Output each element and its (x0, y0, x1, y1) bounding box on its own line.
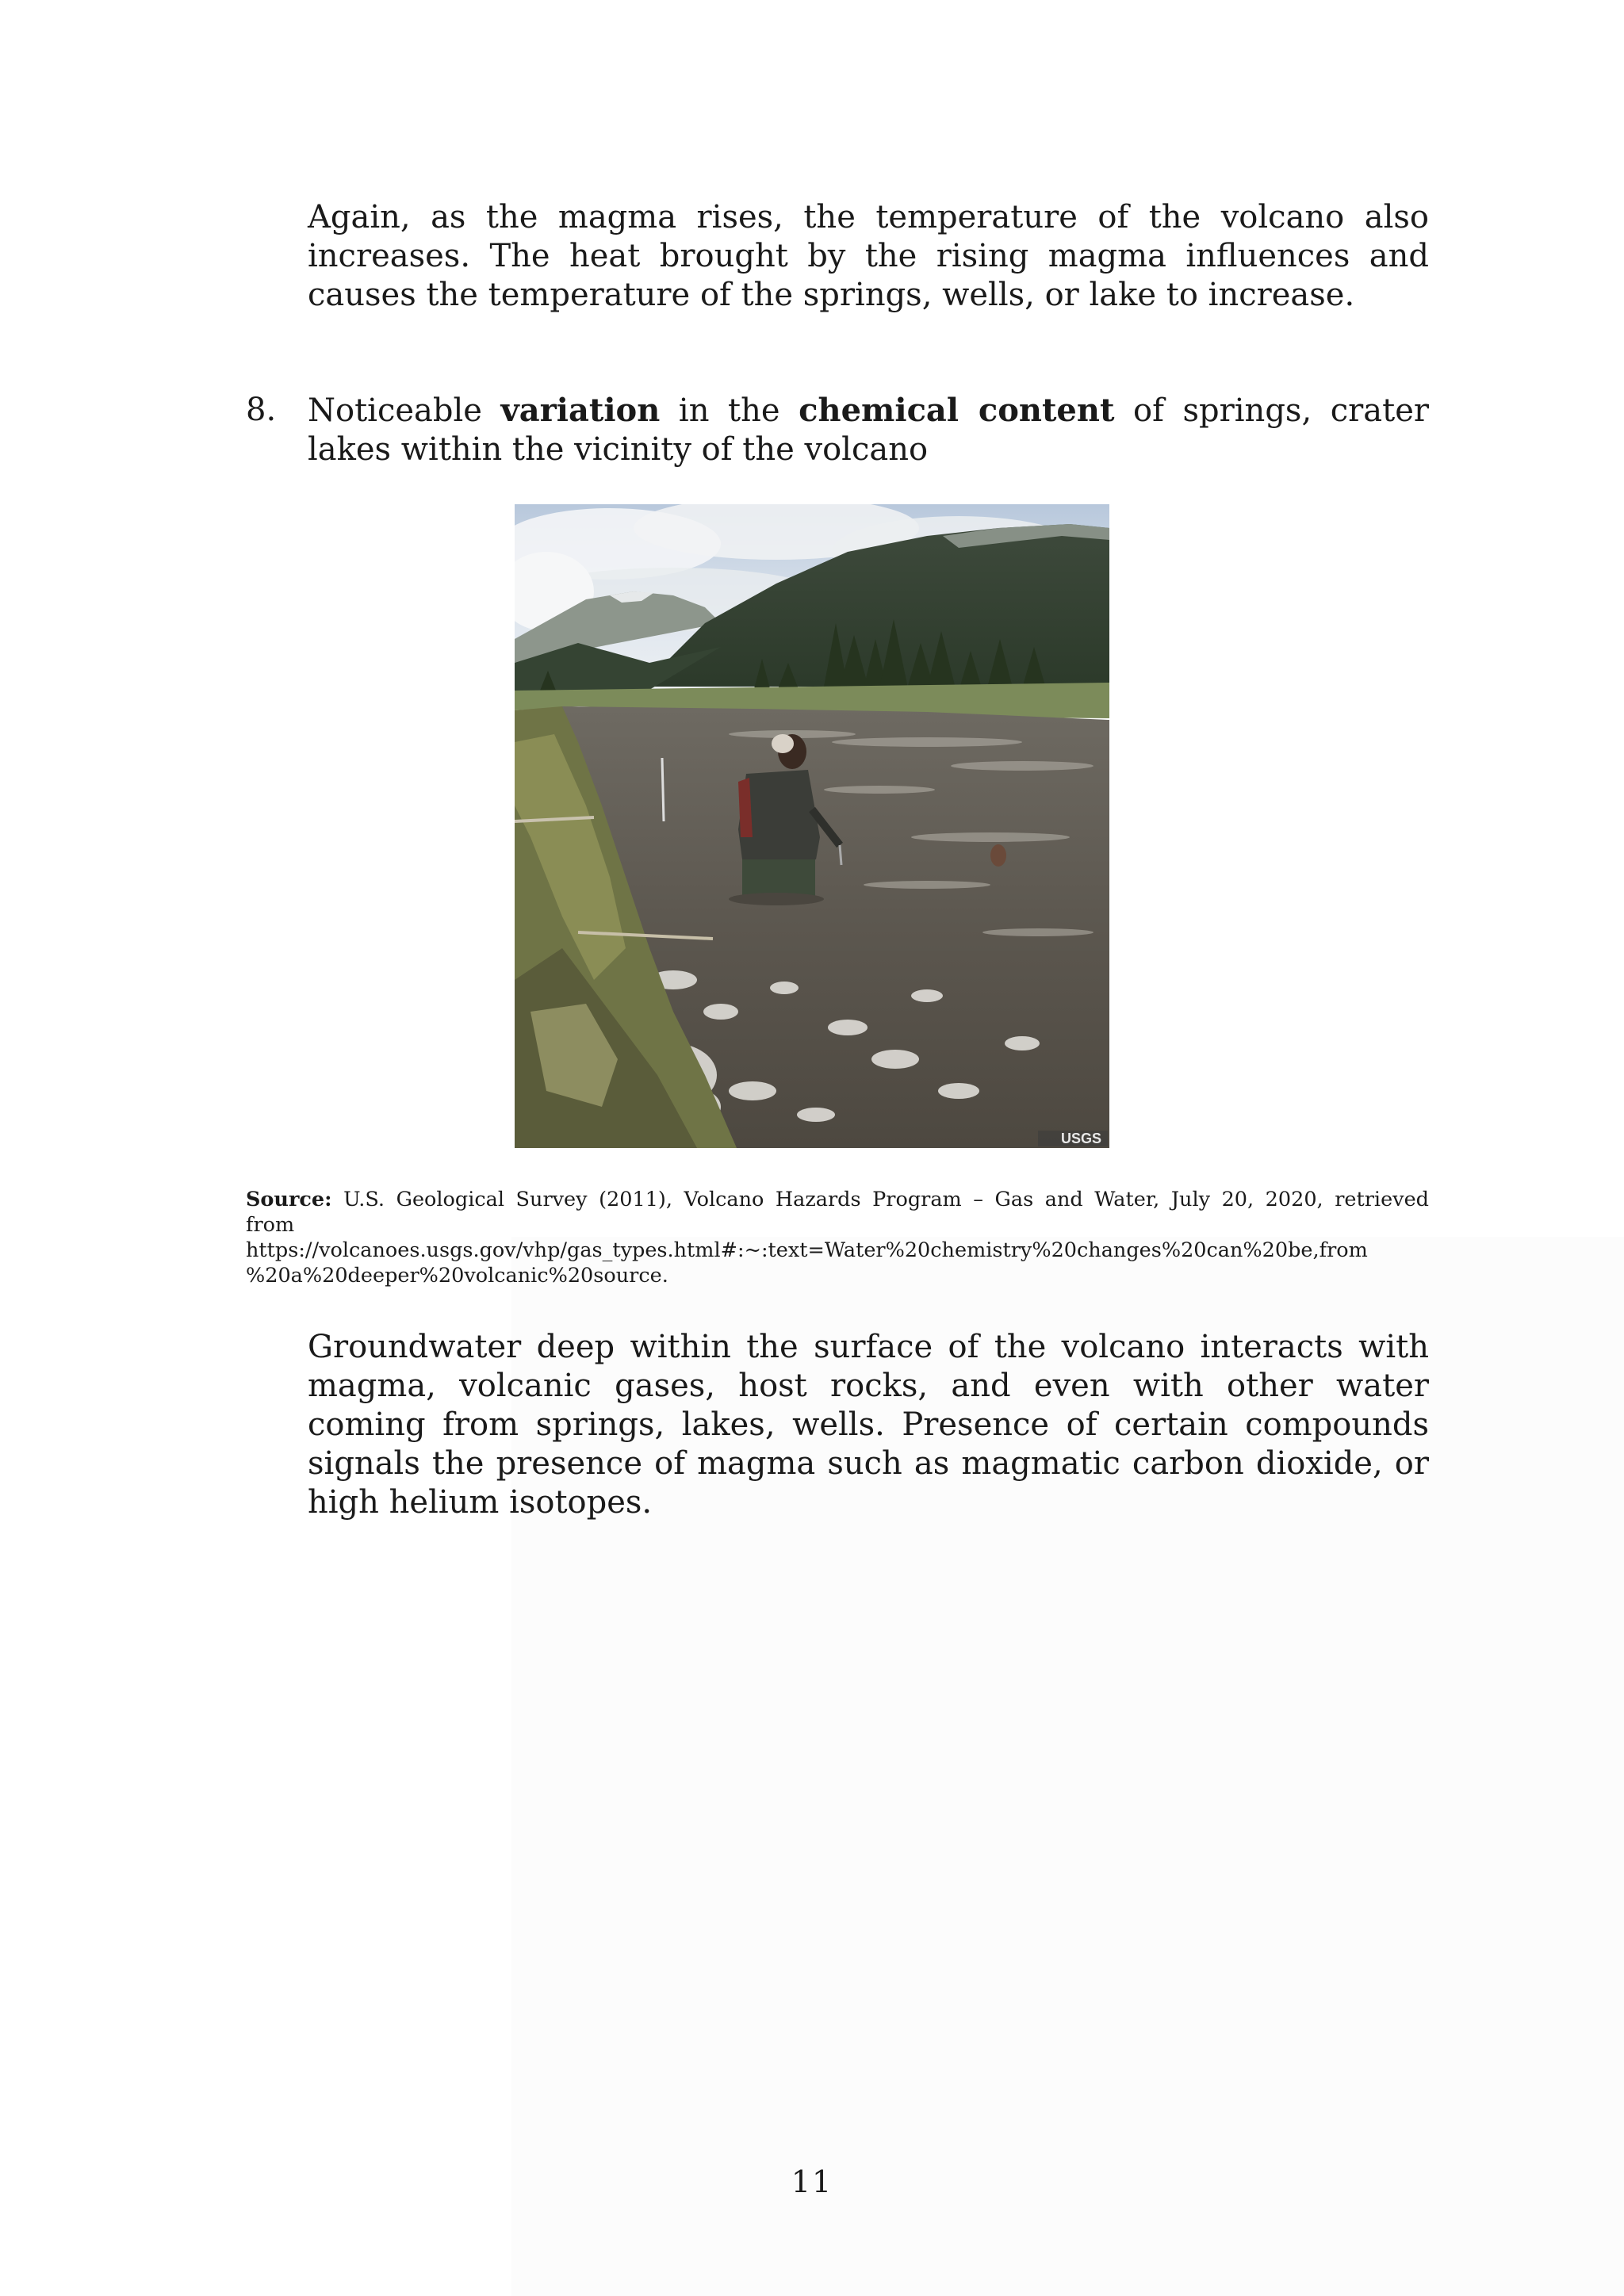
item-bold-variation: variation (500, 392, 661, 429)
source-url-line-2: %20a%20deeper%20volcanic%20source. (246, 1264, 668, 1288)
item-bold-chemical-content: chemical content (799, 392, 1115, 429)
source-citation (246, 1187, 1429, 1288)
river-sampling-photo (515, 504, 1109, 1148)
paragraph-groundwater: Groundwater deep within the surface of the volcano interacts with magma, volcanic gases, host rocks, and even with other water coming from springs, lakes, wells. Presence of certain compounds signals the presence of magma such as magmatic carbon dioxide, or high helium isotopes. (308, 1329, 1429, 1521)
list-item-text (308, 391, 1429, 469)
page-number: 11 (791, 2164, 833, 2199)
source-line-1 (246, 1187, 1429, 1212)
source-text-1: U.S. Geological Survey (2011), Volcano Hazards Program – Gas and Water, July 20, 2020, retrieved (331, 1188, 1429, 1211)
item-text-middle: in the (660, 392, 799, 429)
paragraph-temperature: Again, as the magma rises, the temperature of the volcano also increases. The heat brought by the rising magma influences and causes the temperature of the springs, wells, or lake to increase. (308, 199, 1429, 313)
item-text-before: Noticeable (308, 392, 501, 429)
source-url-line-1: https://volcanoes.usgs.gov/vhp/gas_types.html#:~:text=Water%20chemistry%20changes%20can%20be,from (246, 1238, 1368, 1262)
source-label: Source: (246, 1188, 332, 1211)
usgs-watermark: USGS (1060, 1131, 1101, 1146)
item-text-after: of springs, crater lakes within the vicinity of the volcano (308, 392, 1429, 468)
list-item-number: 8. (246, 392, 277, 428)
source-line-2: from (246, 1213, 295, 1237)
